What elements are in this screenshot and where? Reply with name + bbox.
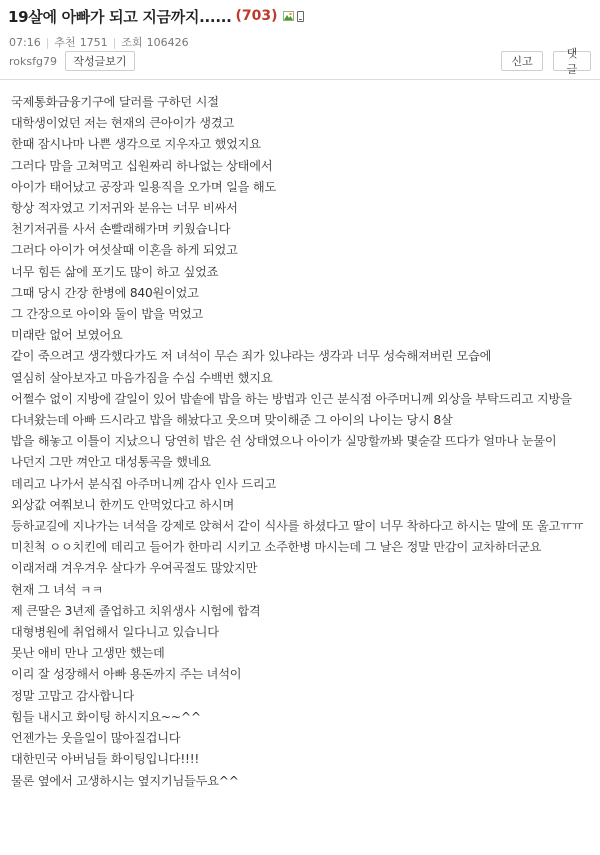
body-line: 제 큰딸은 3년제 졸업하고 치위생사 시험에 합격 [11, 603, 261, 618]
body-line: 이리 잘 성장해서 아빠 용돈까지 주는 녀석이 [11, 667, 242, 682]
body-line: 천기저귀를 사서 손빨래해가며 키웠습니다 [11, 222, 231, 237]
author-name[interactable]: roksfg79 [9, 54, 57, 68]
recommend-label: 추천 [54, 36, 76, 49]
body-line: 현재 그 녀석 ㅋㅋ [11, 582, 104, 597]
body-line: 너무 힘든 삶에 포기도 많이 하고 싶었죠 [11, 264, 219, 279]
body-line: 외상값 여쭤보니 한끼도 안먹었다고 하시며 [11, 497, 235, 512]
body-line: 미래란 없어 보였어요 [11, 328, 123, 343]
body-line: 그때 당시 간장 한병에 840원이었고 [11, 285, 199, 300]
recommend-count: 1751 [79, 35, 108, 49]
body-line: 물론 옆에서 고생하시는 옆지기님들두요^^ [11, 773, 239, 788]
mobile-icon [297, 11, 304, 22]
post-body [0, 80, 600, 855]
author-row [9, 51, 135, 71]
image-icon [283, 11, 294, 21]
views-label: 조회 [121, 36, 143, 49]
meta-divider: | [45, 35, 50, 49]
body-line: 이래저래 겨우겨우 살다가 우여곡절도 많았지만 [11, 561, 258, 576]
body-line: 대한민국 아버님들 화이팅입니다!!!! [11, 752, 200, 767]
meta-divider: | [112, 35, 117, 49]
body-line: 한때 잠시나마 나쁜 생각으로 지우자고 했었지요 [11, 137, 261, 152]
body-line: 국제통화금융기구에 달러를 구하던 시절 [11, 95, 219, 109]
body-line: 같이 죽으려고 생각했다가도 저 녀석이 무슨 죄가 있냐라는 생각과 너무 성숙해져버린 모습에 [11, 349, 492, 364]
body-line: 열심히 살아보자고 마음가짐을 수십 수백번 했지요 [11, 370, 273, 385]
body-line: 그러다 맘을 고쳐먹고 십원짜리 하나없는 상태에서 [11, 158, 273, 173]
body-line: 아이가 태어났고 공장과 일용직을 오가며 일을 해도 [11, 179, 277, 194]
body-line: 항상 적자였고 기저귀와 분유는 너무 비싸서 [11, 201, 238, 216]
body-line: 등하교길에 지나가는 녀석을 강제로 앉혀서 같이 식사를 하셨다고 딸이 너무 착하다고 하시는 말에 또 울고ㅠㅠ [11, 519, 584, 534]
body-line: 언젠가는 웃을일이 많아질겁니다 [11, 731, 181, 746]
views-count: 106426 [146, 35, 189, 49]
comment-count[interactable]: (703) [235, 8, 278, 24]
body-line: 못난 애비 만나 고생만 했는데 [11, 646, 165, 661]
body-line: 그러다 아이가 여섯살때 이혼을 하게 되었고 [11, 243, 238, 258]
report-button[interactable]: 신고 [501, 51, 543, 71]
body-line: 정말 고맙고 감사합니다 [11, 688, 135, 703]
author-posts-button[interactable]: 작성글보기 [65, 51, 135, 71]
post-meta [9, 34, 189, 50]
title-row [8, 5, 304, 27]
post-header [0, 0, 600, 80]
body-line: 대학생이었던 저는 현재의 큰아이가 생겼고 [11, 116, 235, 131]
body-line: 어쩔수 없이 지방에 갈일이 있어 밥솥에 밥을 하는 방법과 인근 분식점 아주머니께 외상을 부탁드리고 지방을 다녀왔는데 아빠 드시라고 밥을 해놨다고 웃으며 맞이해준 그 아이의 나이는 당시 8살 [11, 391, 572, 428]
post-time: 07:16 [9, 35, 41, 49]
body-line: 대형병원에 취업해서 일다니고 있습니다 [11, 625, 219, 640]
body-line: 그 간장으로 아이와 둘이 밥을 먹었고 [11, 307, 203, 322]
body-line: 미친척 ㅇㅇ치킨에 데리고 들어가 한마리 시키고 소주한병 마시는데 그 날은 정말 만감이 교차하더군요 [11, 540, 542, 555]
post-title: 19살에 아빠가 되고 지금까지...... [8, 7, 232, 26]
body-line: 힘들 내시고 화이팅 하시지요~~^^ [11, 709, 201, 724]
reply-button[interactable]: 댓글 [553, 51, 591, 71]
body-line: 밥을 해놓고 이틀이 지났으니 당연히 밥은 쉰 상태였으나 아이가 실망할까봐 몇숟갈 뜨다가 얼마나 눈물이 나던지 그만 껴안고 대성통곡을 했네요 [11, 434, 557, 470]
body-line: 데리고 나가서 분식집 아주머니께 감사 인사 드리고 [11, 476, 277, 491]
action-buttons [501, 47, 591, 76]
